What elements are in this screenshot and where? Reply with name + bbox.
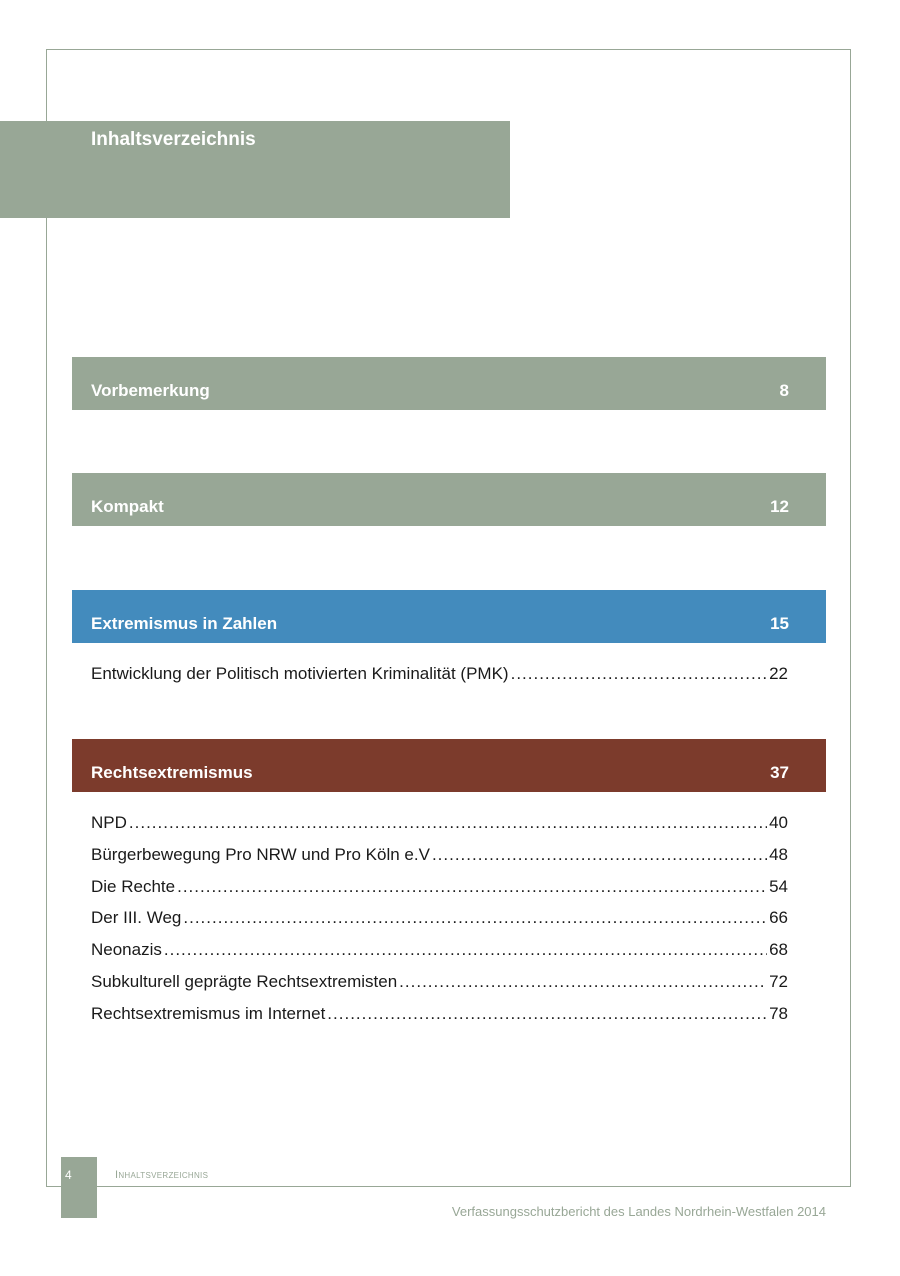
dot-leader [129,813,767,833]
dot-leader [164,940,767,960]
section-page: 37 [770,763,789,782]
entry-label: Der III. Weg [91,908,182,927]
entry-label: Neonazis [91,940,162,959]
dot-leader [399,972,767,992]
toc-entry-npd[interactable] [91,813,788,835]
dot-leader [432,845,767,865]
entry-page: 54 [769,877,788,896]
section-label: Kompakt [91,497,164,516]
entry-page: 22 [769,664,788,683]
section-label: Extremismus in Zahlen [91,614,278,633]
toc-entry-subkulturell[interactable] [91,972,788,994]
section-label: Vorbemerkung [91,381,210,400]
toc-entry-pro-nrw[interactable] [91,845,788,867]
toc-entry-die-rechte[interactable] [91,877,788,899]
toc-entry-internet[interactable] [91,1004,788,1026]
dot-leader [177,877,767,897]
entry-label: Entwicklung der Politisch motivierten Kriminalität (PMK) [91,664,509,683]
entry-page: 72 [769,972,788,991]
entry-label: Rechtsextremismus im Internet [91,1004,326,1023]
section-page: 12 [770,497,789,516]
entry-label: NPD [91,813,127,832]
footer-publication-title: Verfassungsschutzbericht des Landes Nordrhein-Westfalen 2014 [451,1204,826,1219]
running-section-name: Inhaltsverzeichnis [115,1169,209,1181]
dot-leader [183,908,767,928]
toc-section-extremismus-in-zahlen[interactable] [72,590,826,643]
section-page: 8 [779,381,789,400]
toc-section-rechtsextremismus[interactable] [72,739,826,792]
toc-entry-der-iii-weg[interactable] [91,908,788,930]
toc-section-vorbemerkung[interactable] [72,357,826,410]
entry-page: 40 [769,813,788,832]
entry-label: Bürgerbewegung Pro NRW und Pro Köln e.V [91,845,430,864]
page-number-tab [61,1157,97,1218]
page-number: 4 [65,1168,72,1182]
entry-page: 78 [769,1004,788,1023]
dot-leader [327,1004,767,1024]
toc-entry-pmk[interactable] [91,664,788,686]
entry-page: 66 [769,908,788,927]
toc-section-kompakt[interactable] [72,473,826,526]
dot-leader [511,664,767,684]
entry-label: Subkulturell geprägte Rechtsextremisten [91,972,398,991]
entry-page: 68 [769,940,788,959]
entry-page: 48 [769,845,788,864]
section-page: 15 [770,614,789,633]
toc-entry-neonazis[interactable] [91,940,788,962]
page-title: Inhaltsverzeichnis [91,129,256,150]
section-label: Rechtsextremismus [91,763,253,782]
entry-label: Die Rechte [91,877,176,896]
